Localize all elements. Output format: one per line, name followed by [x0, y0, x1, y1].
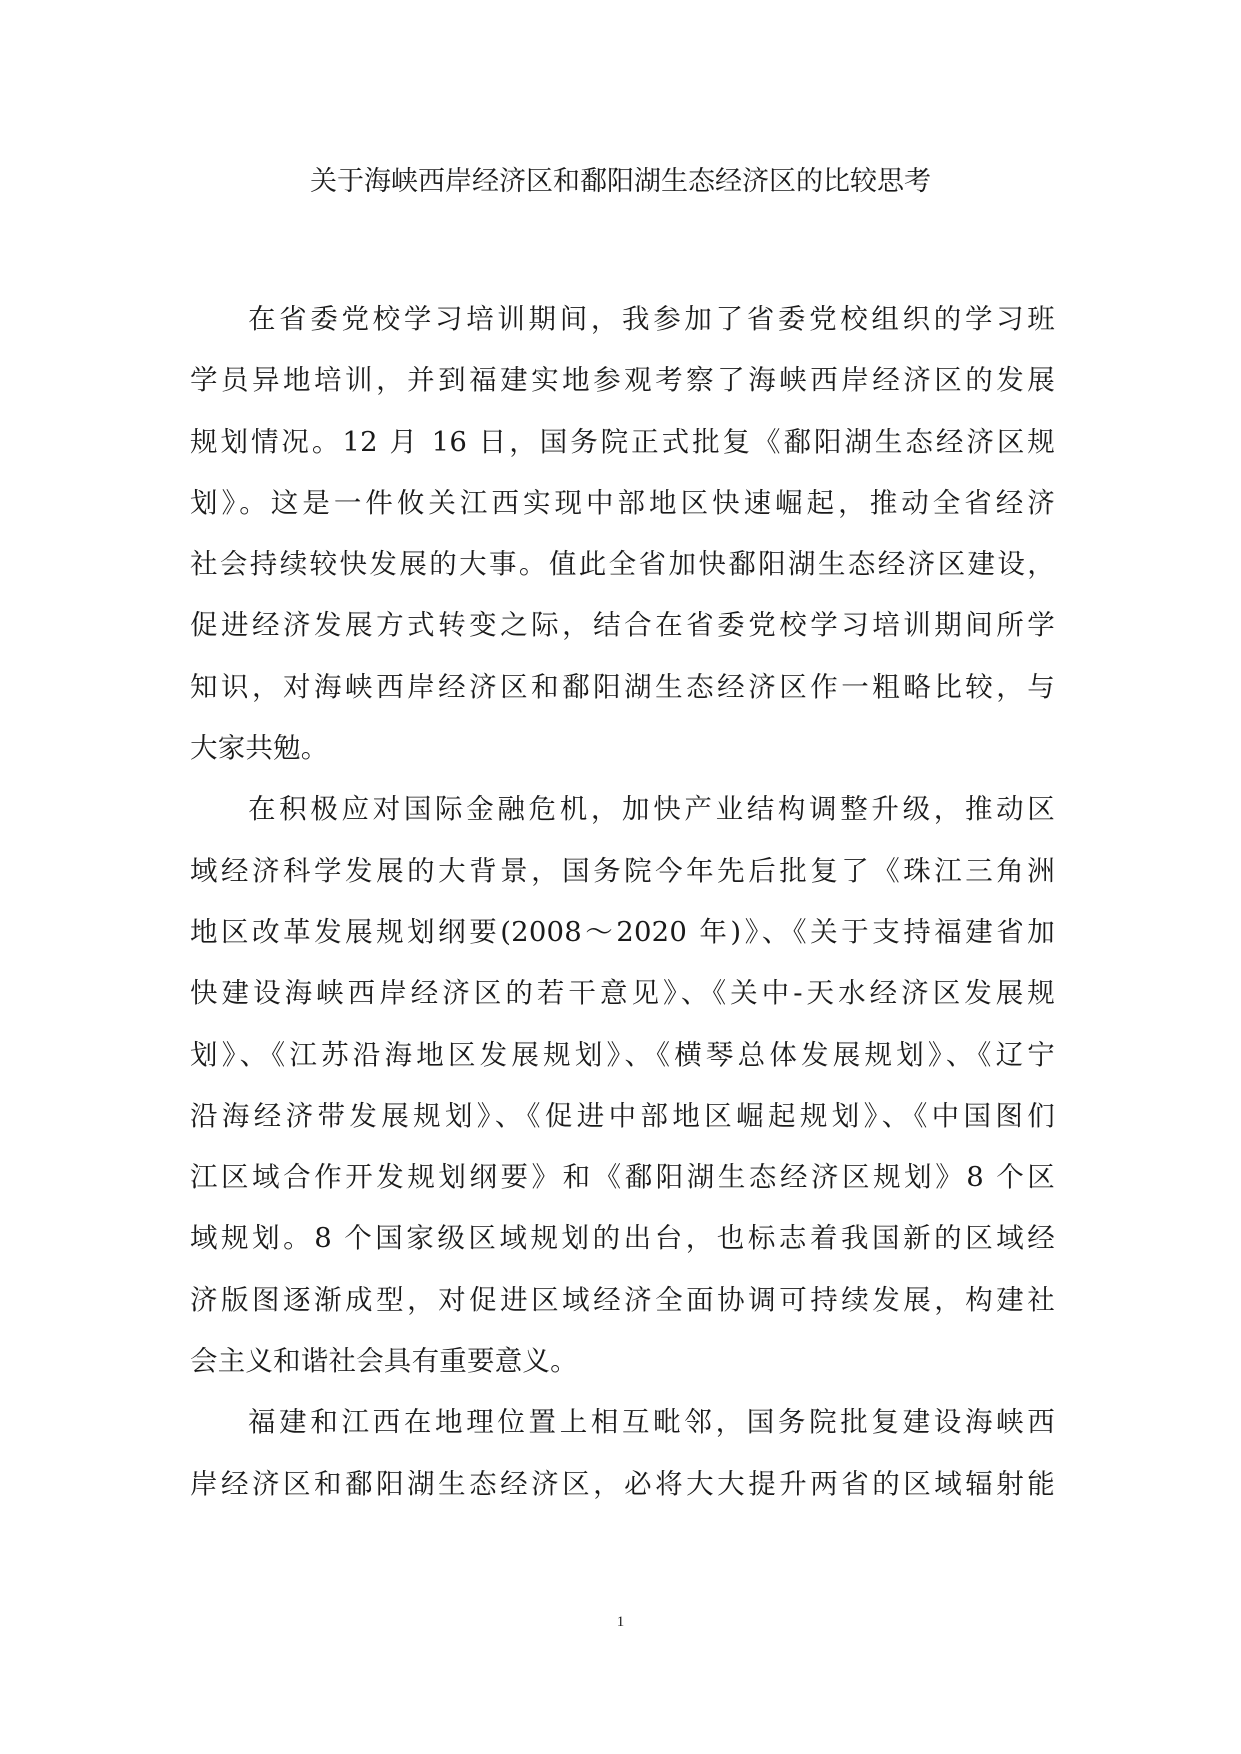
- body-text-line: 划》。这是一件攸关江西实现中部地区快速崛起，推动全省经济: [190, 486, 1055, 519]
- body-text-line: 沿海经济带发展规划》、《促进中部地区崛起规划》、《中国图们: [190, 1099, 1055, 1132]
- body-text-line: 知识，对海峡西岸经济区和鄱阳湖生态经济区作一粗略比较，与: [190, 670, 1055, 703]
- body-text-line: 在积极应对国际金融危机，加快产业结构调整升级，推动区: [248, 793, 1055, 826]
- body-text-line: 大家共勉。: [190, 732, 329, 765]
- body-text-line: 江区域合作开发规划纲要》和《鄱阳湖生态经济区规划》8 个区: [190, 1161, 1055, 1194]
- body-text-line: 福建和江西在地理位置上相互毗邻，国务院批复建设海峡西: [248, 1406, 1055, 1439]
- body-text-line: 岸经济区和鄱阳湖生态经济区，必将大大提升两省的区域辐射能: [190, 1467, 1055, 1500]
- document-body: [190, 289, 1055, 1515]
- body-text-line: 社会持续较快发展的大事。值此全省加快鄱阳湖生态经济区建设，: [190, 548, 1055, 581]
- document-title: 关于海峡西岸经济区和鄱阳湖生态经济区的比较思考: [310, 166, 931, 197]
- body-text-line: 在省委党校学习培训期间，我参加了省委党校组织的学习班: [248, 303, 1055, 335]
- body-text-line: 划》、《江苏沿海地区发展规划》、《横琴总体发展规划》、《辽宁: [190, 1038, 1055, 1071]
- page-number: 1: [616, 1614, 625, 1630]
- body-text-line: 域经济科学发展的大背景，国务院今年先后批复了《珠江三角洲: [190, 854, 1055, 887]
- body-text-line: 快建设海峡西岸经济区的若干意见》、《关中-天水经济区发展规: [190, 977, 1055, 1010]
- body-text-line: 学员异地培训，并到福建实地参观考察了海峡西岸经济区的发展: [190, 364, 1055, 397]
- body-text-line: 地区改革发展规划纲要(2008～2020 年)》、《关于支持福建省加: [190, 915, 1055, 948]
- body-text-line: 规划情况。12 月 16 日，国务院正式批复《鄱阳湖生态经济区规: [190, 425, 1055, 458]
- body-text-line: 促进经济发展方式转变之际，结合在省委党校学习培训期间所学: [190, 609, 1055, 642]
- body-text-line: 域规划。8 个国家级区域规划的出台，也标志着我国新的区域经: [190, 1222, 1055, 1255]
- body-text-line: 会主义和谐社会具有重要意义。: [190, 1345, 578, 1378]
- body-text-line: 济版图逐渐成型，对促进区域经济全面协调可持续发展，构建社: [190, 1283, 1055, 1316]
